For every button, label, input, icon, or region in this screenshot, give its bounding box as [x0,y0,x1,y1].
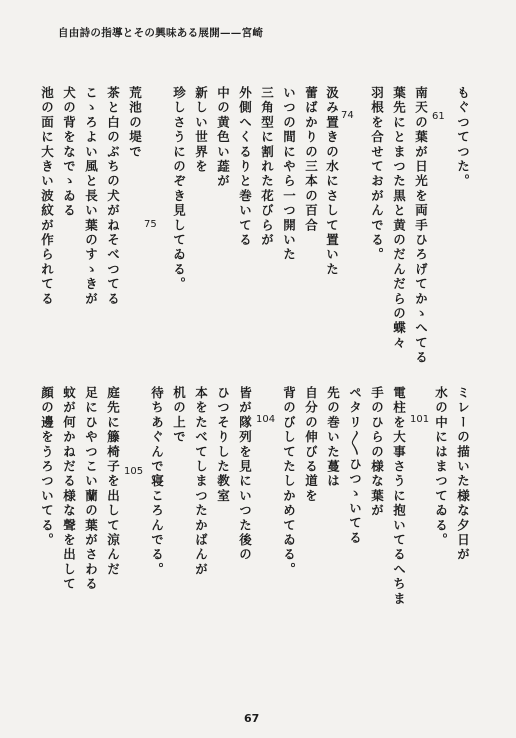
poem-line: 顔の邊をうろついてる。 [39,386,55,548]
running-header: 自由詩の指導とその興味ある展開——宮崎 [58,27,264,39]
poem-line: いつの間にやら一つ開いた [281,86,297,263]
poem-number: 75 [144,219,157,230]
poem-line: 蕾ばかりの三本の百合 [303,86,319,233]
poem-line: 中の黄色い蕋が [215,86,231,189]
poem-line: 庭先に籐椅子を出して涼んだ [105,386,121,578]
poem-line: 蚊が何かねだる様な聲を出して [61,386,77,592]
poem-line: 背のびしてたしかめてゐる。 [281,386,297,578]
poem-line: 自分の伸びる道を [303,386,319,504]
poem-line: 南天の葉が日光を両手ひろげてかゝへてる [413,86,429,366]
poem-line: ひつそりした教室 [215,386,231,504]
poem-line: ミレーの描いた様な夕日が [455,386,471,563]
poem-line: 待ちあぐんで寝ころんでる。 [149,386,165,578]
poem-line: 皆が隊列を見にいつた後の [237,386,253,563]
poem-line: 茶と白のぶちの犬がねそべつてる [105,86,121,307]
page-number: 67 [244,712,260,725]
poem-number: 105 [124,466,144,477]
poem-line: 本をたべてしまつたかばんが [193,386,209,578]
poem-line: 珍しさうにのぞき見してゐる。 [171,86,187,292]
poem-line: ペタリ〳〵ひつゝいてる [347,386,363,546]
poem-line: 羽根を合せておがんでる。 [369,86,385,263]
poem-line: 新しい世界を [193,86,209,175]
poem-line: 手のひらの様な葉が [369,386,385,519]
poem-number: 101 [410,414,430,425]
poem-line: 荒池の堤で [127,86,143,160]
poem-line: 机の上で [171,386,187,445]
poem-line: 犬の背をなでゝゐる [61,86,77,219]
poem-line: もぐつてつた。 [455,86,471,189]
poem-line: こゝろよい風と長い葉のすゝきが [83,86,99,307]
poem-line: 池の面に大きい波紋が作られてる [39,86,55,307]
poem-line: 水の中にはまつてゐる。 [433,386,449,548]
poem-line: 足にひやつこい蘭の葉がさわる [83,386,99,592]
poem-line: 葉先にとまつた黒と黄のだんだらの蝶々 [391,86,407,351]
poem-number: 61 [432,111,445,122]
poem-number: 74 [341,110,354,121]
poem-line: 汲み置きの水にさして置いた [324,86,340,278]
poem-line: 先の巻いた蔓は [325,386,341,489]
poem-line: 電柱を大事さうに抱いてるへちま [391,386,407,607]
poem-line: 外側へくるりと巻いてる [237,86,253,248]
poem-number: 104 [256,414,276,425]
poem-line: 三角型に割れた花びらが [259,86,275,248]
